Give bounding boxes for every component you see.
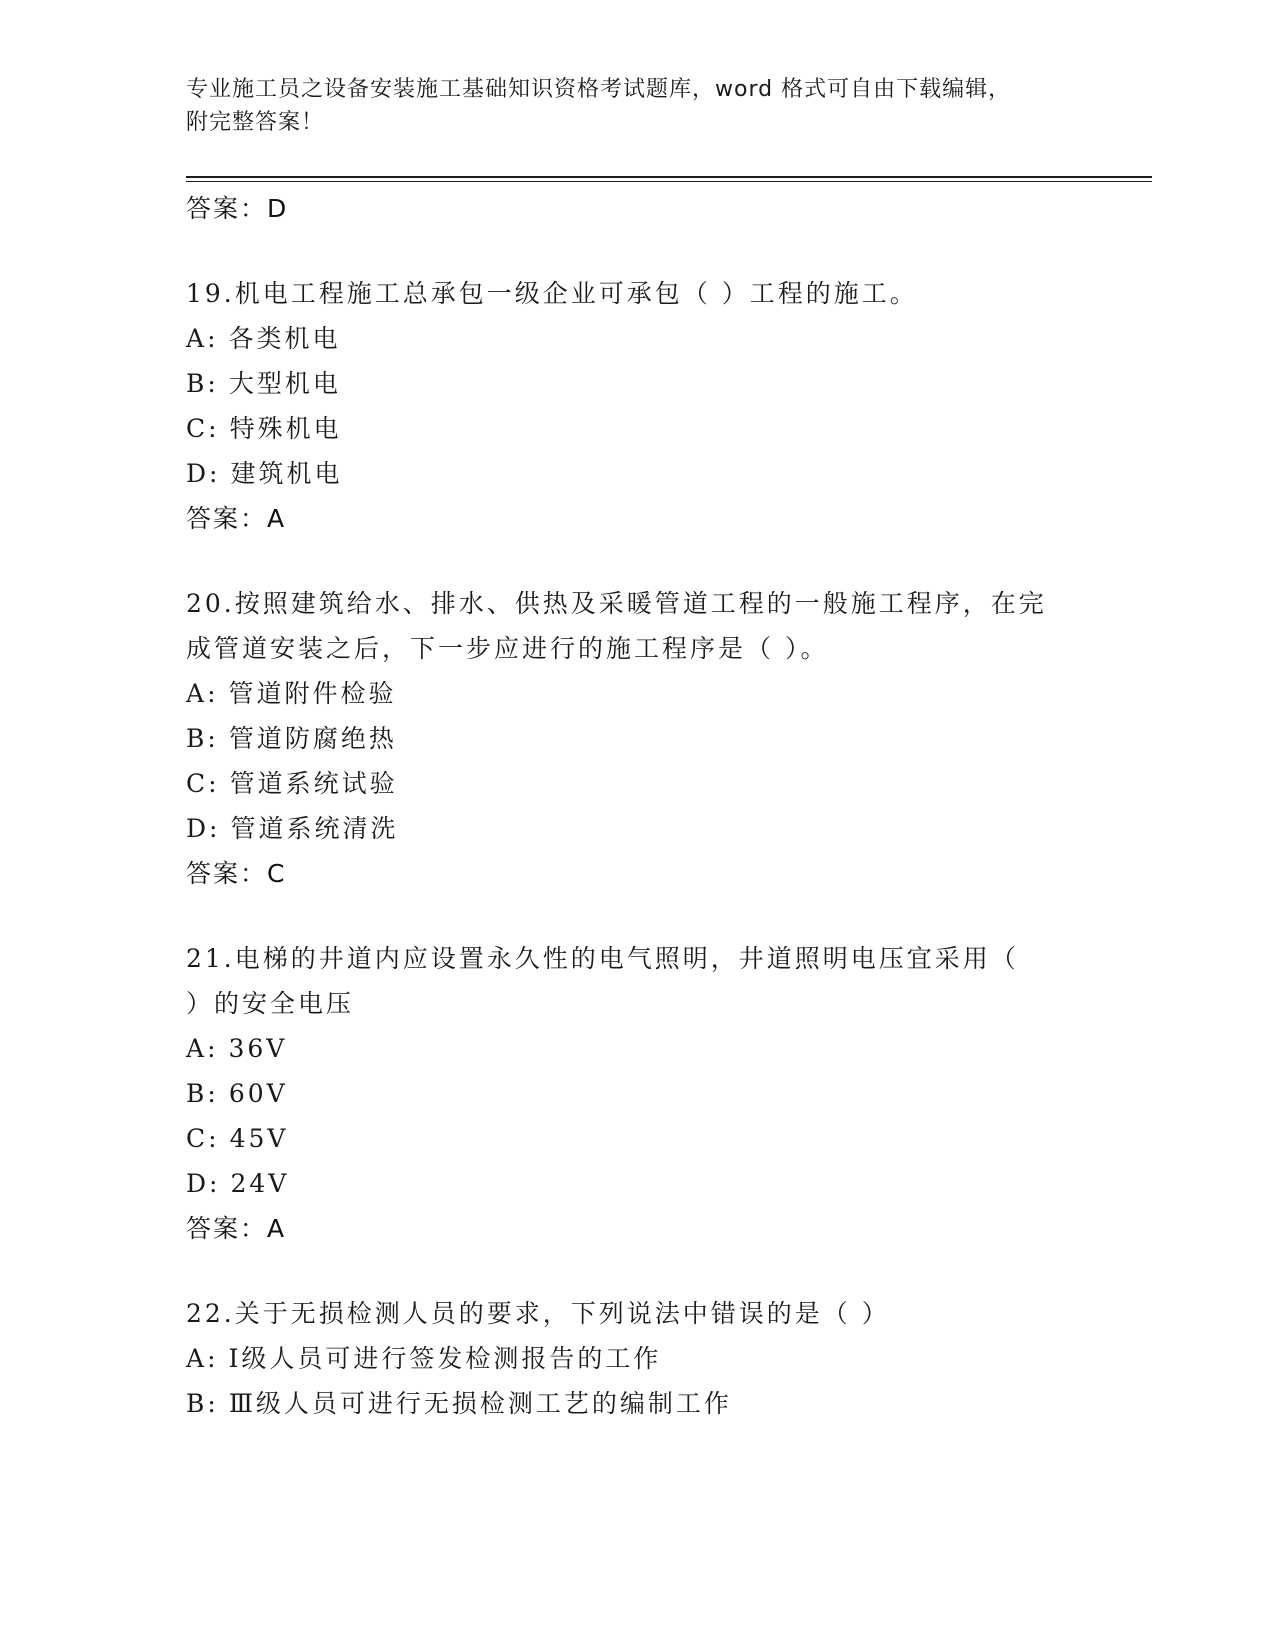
option-d — [186, 451, 1086, 496]
option-separator: : — [208, 769, 220, 798]
option-separator: : — [207, 724, 219, 753]
answer-line: 答案：A — [186, 1214, 287, 1243]
question-20 — [186, 581, 1086, 896]
option-c — [186, 406, 1086, 451]
option-text: 大型机电 — [228, 369, 341, 398]
option-c — [186, 1116, 1086, 1161]
option-b — [186, 361, 1086, 406]
option-separator: : — [207, 369, 219, 398]
question-21 — [186, 936, 1086, 1251]
question-stem — [186, 271, 1066, 316]
option-separator: : — [207, 1079, 219, 1108]
question-stem — [186, 936, 1066, 1026]
question-22 — [186, 1291, 1086, 1426]
option-letter: C — [186, 1124, 209, 1153]
option-letter: A — [186, 679, 208, 708]
option-b — [186, 1381, 1086, 1426]
question-stem — [186, 1291, 1066, 1336]
option-letter: C — [186, 769, 209, 798]
question-line: ）的安全电压 — [186, 989, 355, 1018]
option-text: 建筑机电 — [230, 459, 343, 488]
question-line: 成管道安装之后，下一步应进行的施工程序是（ ）。 — [186, 634, 829, 663]
option-text: 24V — [230, 1169, 290, 1198]
option-separator: : — [207, 1389, 219, 1418]
option-text: 特殊机电 — [229, 414, 342, 443]
option-a — [186, 316, 1086, 361]
question-line: 21.电梯的井道内应设置永久性的电气照明，井道照明电压宜采用（ — [186, 944, 1019, 973]
option-c — [186, 761, 1086, 806]
question-19 — [186, 271, 1086, 541]
option-letter: B — [186, 724, 208, 753]
option-letter: D — [186, 1169, 210, 1198]
option-b — [186, 716, 1086, 761]
option-text: 管道系统清洗 — [230, 814, 399, 843]
option-text: 管道系统试验 — [229, 769, 398, 798]
option-separator: : — [207, 679, 219, 708]
option-b — [186, 1071, 1086, 1116]
question-line: 19.机电工程施工总承包一级企业可承包（ ）工程的施工。 — [186, 279, 918, 308]
header-line-2: 附完整答案！ — [186, 110, 325, 135]
header-rule-thick — [186, 176, 1152, 178]
option-separator: : — [207, 1034, 219, 1063]
option-a — [186, 1336, 1086, 1381]
answer-line: 答案：C — [186, 859, 287, 888]
header-rule-thin — [186, 181, 1152, 182]
option-letter: D — [186, 814, 210, 843]
option-text: 36V — [228, 1034, 288, 1063]
page-header — [186, 73, 1066, 139]
option-separator: : — [207, 1344, 219, 1373]
option-separator: : — [209, 1169, 221, 1198]
option-d — [186, 806, 1086, 851]
answer-line: 答案：D — [186, 194, 289, 223]
answer-line: 答案：A — [186, 504, 287, 533]
option-letter: A — [186, 1344, 208, 1373]
question-line: 22.关于无损检测人员的要求，下列说法中错误的是（ ） — [186, 1299, 890, 1328]
option-d — [186, 1161, 1086, 1206]
option-text: Ⅲ级人员可进行无损检测工艺的编制工作 — [228, 1389, 732, 1418]
document-body — [186, 186, 1086, 1426]
option-letter: B — [186, 1079, 208, 1108]
option-text: Ⅰ级人员可进行签发检测报告的工作 — [228, 1344, 662, 1373]
option-text: 60V — [228, 1079, 288, 1108]
option-text: 管道防腐绝热 — [228, 724, 397, 753]
option-separator: : — [208, 1124, 220, 1153]
option-letter: D — [186, 459, 210, 488]
option-letter: C — [186, 414, 209, 443]
option-text: 45V — [229, 1124, 289, 1153]
option-separator: : — [209, 814, 221, 843]
option-a — [186, 1026, 1086, 1071]
question-stem — [186, 581, 1066, 671]
option-letter: B — [186, 1389, 208, 1418]
option-letter: A — [186, 1034, 208, 1063]
option-text: 管道附件检验 — [228, 679, 397, 708]
option-separator: : — [208, 414, 220, 443]
header-line-1: 专业施工员之设备安装施工基础知识资格考试题库，word 格式可自由下载编辑， — [186, 77, 1012, 102]
option-separator: : — [209, 459, 221, 488]
option-text: 各类机电 — [228, 324, 341, 353]
option-letter: A — [186, 324, 208, 353]
option-a — [186, 671, 1086, 716]
option-letter: B — [186, 369, 208, 398]
question-line: 20.按照建筑给水、排水、供热及采暖管道工程的一般施工程序，在完 — [186, 589, 1047, 618]
option-separator: : — [207, 324, 219, 353]
